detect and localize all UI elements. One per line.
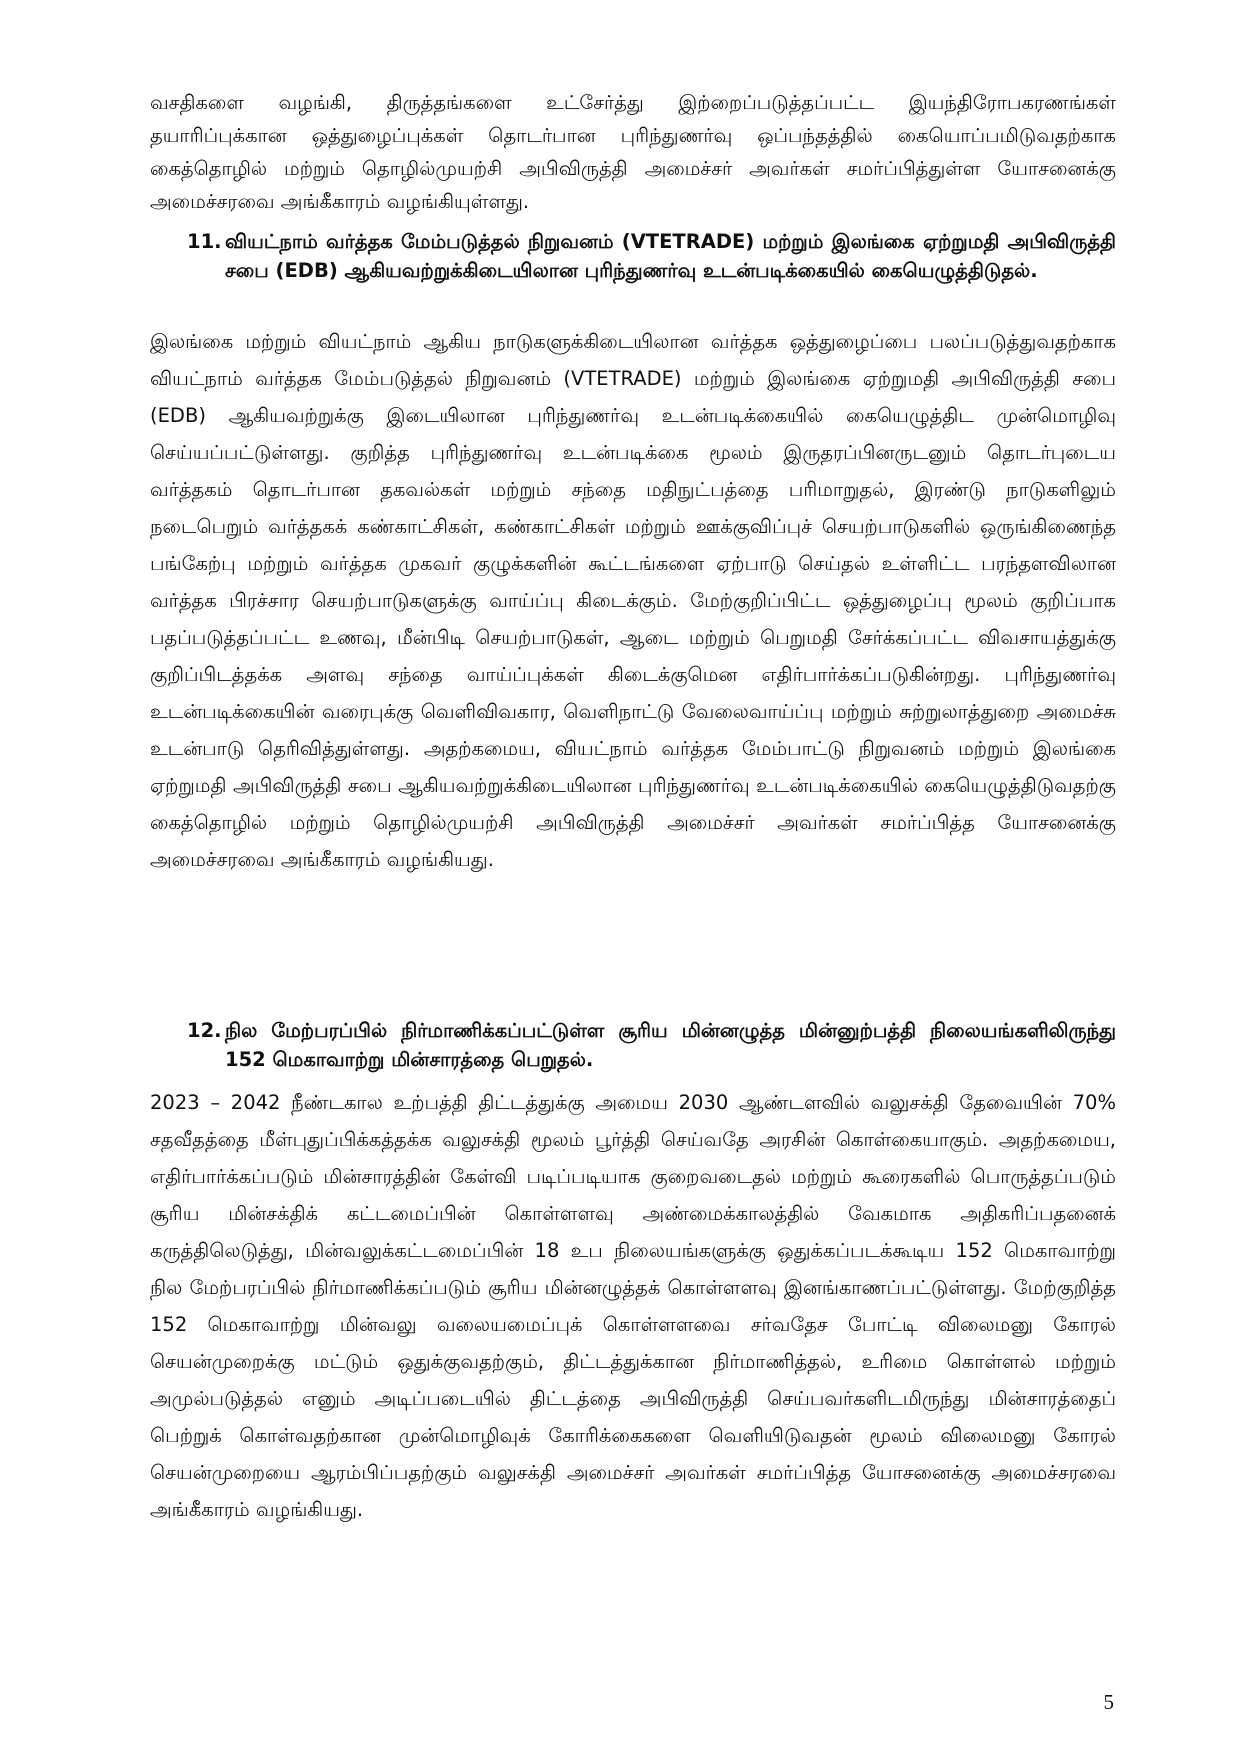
section-11-title: வியட்நாம் வர்த்தக மேம்படுத்தல் நிறுவனம் (VTETRADE) மற்றும் இலங்கை ஏற்றுமதி அபிவிருத்தி சபை (EDB) ஆகியவற்றுக்கிடையிலான புரிந்துணர்வு உடன்படிக்கையில் கையெழுத்திடுதல். bbox=[225, 230, 1116, 282]
section-11-body: இலங்கை மற்றும் வியட்நாம் ஆகிய நாடுகளுக்கிடையிலான வர்த்தக ஒத்துழைப்பை பலப்படுத்துவதற்காக வியட்நாம் வர்த்தக மேம்படுத்தல் நிறுவனம் (VTETRADE) மற்றும் இலங்கை ஏற்றுமதி அபிவிருத்தி சபை (EDB) ஆகியவற்றுக்கு இடையிலான புரிந்துணர்வு உடன்படிக்கையில் கையெழுத்திட முன்மொழிவு செய்யப்பட்டுள்ளது. குறித்த புரிந்துணர்வு உடன்படிக்கை மூலம் இருதரப்பினருடனும் தொடர்புடைய வர்த்தகம் தொடர்பான தகவல்கள் மற்றும் சந்தை மதிநுட்பத்தை பரிமாறுதல், இரண்டு நாடுகளிலும் நடைபெறும் வர்த்தகக் கண்காட்சிகள், கண்காட்சிகள் மற்றும் ஊக்குவிப்புச் செயற்பாடுகளில் ஒருங்கிணைந்த பங்கேற்பு மற்றும் வர்த்தக முகவர் குழுக்களின் கூட்டங்களை ஏற்பாடு செய்தல் உள்ளிட்ட பரந்தளவிலான வர்த்தக பிரச்சார செயற்பாடுகளுக்கு வாய்ப்பு கிடைக்கும். மேற்குறிப்பிட்ட ஒத்துழைப்பு மூலம் குறிப்பாக பதப்படுத்தப்பட்ட உணவு, மீன்பிடி செயற்பாடுகள், ஆடை மற்றும் பெறுமதி சேர்க்கப்பட்ட விவசாயத்துக்கு குறிப்பிடத்தக்க அளவு சந்தை வாய்ப்புக்கள் கிடைக்குமென எதிர்பார்க்கப்படுகின்றது. புரிந்துணர்வு உடன்படிக்கையின் வரைபுக்கு வெளிவிவகார, வெளிநாட்டு வேலைவாய்ப்பு மற்றும் சுற்றுலாத்துறை அமைச்சு உடன்பாடு தெரிவித்துள்ளது. அதற்கமைய, வியட்நாம் வர்த்தக மேம்பாட்டு நிறுவனம் மற்றும் இலங்கை ஏற்றுமதி அபிவிருத்தி சபை ஆகியவற்றுக்கிடையிலான புரிந்துணர்வு உடன்படிக்கையில் கையெழுத்திடுவதற்கு கைத்தொழில் மற்றும் தொழில்முயற்சி அபிவிருத்தி அமைச்சர் அவர்கள் சமர்ப்பித்த யோசனைக்கு அமைச்சரவை அங்கீகாரம் வழங்கியது. bbox=[150, 330, 1116, 871]
section-12-heading bbox=[187, 1017, 1116, 1074]
section-12-number: 12. bbox=[187, 1019, 222, 1042]
section-12-title: நில மேற்பரப்பில் நிர்மாணிக்கப்பட்டுள்ள சூரிய மின்னழுத்த மின்னுற்பத்தி நிலையங்களிலிருந்து 152 மெகாவாற்று மின்சாரத்தை பெறுதல். bbox=[225, 1019, 1116, 1071]
section-11-number: 11. bbox=[187, 230, 222, 253]
section-11-heading bbox=[187, 228, 1116, 285]
section-12-body: 2023 – 2042 நீண்டகால உற்பத்தி திட்டத்துக்கு அமைய 2030 ஆண்டளவில் வலுசக்தி தேவையின் 70% சதவீதத்தை மீள்புதுப்பிக்கத்தக்க வலுசக்தி மூலம் பூர்த்தி செய்வதே அரசின் கொள்கையாகும். அதற்கமைய, எதிர்பார்க்கப்படும் மின்சாரத்தின் கேள்வி படிப்படியாக குறைவடைதல் மற்றும் கூரைகளில் பொருத்தப்படும் சூரிய மின்சக்திக் கட்டமைப்பின் கொள்ளளவு அண்மைக்காலத்தில் வேகமாக அதிகரிப்பதனைக் கருத்திலெடுத்து, மின்வலுக்கட்டமைப்பின் 18 உப நிலையங்களுக்கு ஒதுக்கப்படக்கூடிய 152 மெகாவாற்று நில மேற்பரப்பில் நிர்மாணிக்கப்படும் சூரிய மின்னழுத்தக் கொள்ளளவு இனங்காணப்பட்டுள்ளது. மேற்குறித்த 152 மெகாவாற்று மின்வலு வலையமைப்புக் கொள்ளளவை சர்வதேச போட்டி விலைமனு கோரல் செயன்முறைக்கு மட்டும் ஒதுக்குவதற்கும், திட்டத்துக்கான நிர்மாணித்தல், உரிமை கொள்ளல் மற்றும் அமுல்படுத்தல் எனும் அடிப்படையில் திட்டத்தை அபிவிருத்தி செய்பவர்களிடமிருந்து மின்சாரத்தைப் பெற்றுக் கொள்வதற்கான முன்மொழிவுக் கோரிக்கைகளை வெளியிடுவதன் மூலம் விலைமனு கோரல் செயன்முறையை ஆரம்பிப்பதற்கும் வலுசக்தி அமைச்சர் அவர்கள் சமர்ப்பித்த யோசனைக்கு அமைச்சரவை அங்கீகாரம் வழங்கியது. bbox=[150, 1091, 1116, 1521]
intro-paragraph: வசதிகளை வழங்கி, திருத்தங்களை உட்சேர்த்து இற்றைப்படுத்தப்பட்ட இயந்திரோபகரணங்கள் தயாரிப்புக்கான ஒத்துழைப்புக்கள் தொடர்பான புரிந்துணர்வு ஒப்பந்தத்தில் கையொப்பமிடுவதற்காக கைத்தொழில் மற்றும் தொழில்முயற்சி அபிவிருத்தி அமைச்சர் அவர்கள் சமர்ப்பித்துள்ள யோசனைக்கு அமைச்சரவை அங்கீகாரம் வழங்கியுள்ளது. bbox=[150, 91, 1116, 213]
page-number: 5 bbox=[1103, 1690, 1114, 1714]
